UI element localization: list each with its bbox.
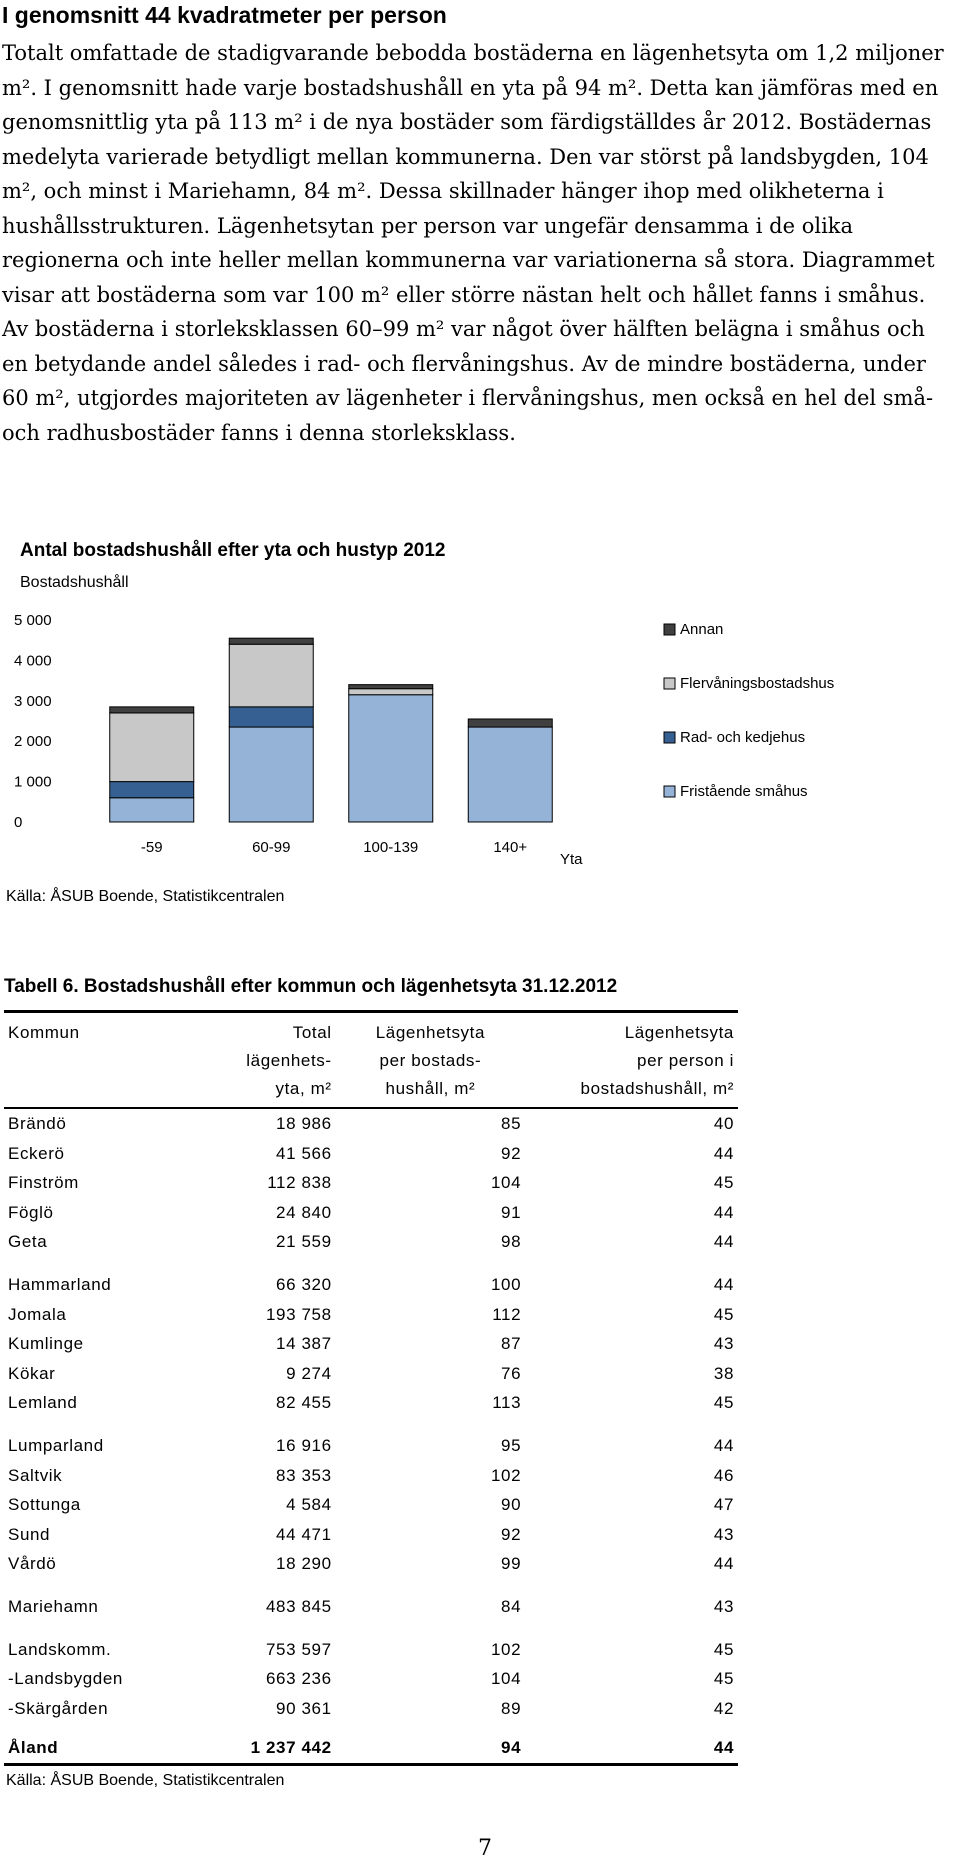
row-value: 43	[713, 1524, 734, 1544]
row-kommun: Kökar	[8, 1363, 56, 1383]
bar-segment	[229, 644, 313, 707]
x-tick-label: 60-99	[252, 839, 291, 856]
y-tick-label: 5 000	[14, 612, 52, 629]
row-value: 18 290	[276, 1554, 332, 1574]
row-value: 44	[713, 1232, 734, 1252]
row-value: 92	[501, 1524, 522, 1544]
table-header-row	[4, 1012, 738, 1109]
row-value: 45	[713, 1173, 734, 1193]
bar-segment	[349, 685, 433, 689]
row-value: 44 471	[276, 1524, 332, 1544]
row-value: 483 845	[266, 1596, 332, 1616]
legend-label: Annan	[680, 621, 724, 638]
total-value: 1 237 442	[167, 1723, 336, 1764]
header-kommun	[4, 1012, 167, 1109]
row-value: 98	[501, 1232, 522, 1252]
row-value: 112	[492, 1304, 522, 1324]
table-row	[4, 1664, 738, 1694]
row-value: 24 840	[276, 1202, 332, 1222]
legend-swatch	[664, 732, 675, 743]
row-kommun: Lemland	[8, 1393, 78, 1413]
table-row	[4, 1139, 738, 1169]
bar-segment	[229, 727, 313, 822]
row-value: 44	[713, 1202, 734, 1222]
row-value: 43	[713, 1334, 734, 1354]
row-kommun: -Skärgården	[8, 1698, 109, 1718]
y-tick-label: 2 000	[14, 733, 52, 751]
header-line: lägenhets-	[246, 1051, 332, 1070]
legend-swatch	[664, 786, 675, 797]
page-number: 7	[478, 1836, 492, 1861]
bar-segment	[468, 727, 552, 822]
row-value: 90 361	[276, 1698, 332, 1718]
y-tick-label: 1 000	[14, 773, 52, 791]
stacked-bar-chart	[0, 600, 960, 880]
row-value: 753 597	[266, 1639, 332, 1659]
y-tick-label: 4 000	[14, 652, 52, 670]
row-value: 89	[501, 1698, 522, 1718]
row-kommun: Finström	[8, 1173, 79, 1193]
chart-source: Källa: ÅSUB Boende, Statistikcentralen	[6, 888, 285, 905]
legend-label: Flervåningsbostadshus	[680, 675, 835, 692]
y-tick-label: 3 000	[14, 692, 52, 710]
table-row	[4, 1359, 738, 1389]
bar-segment	[229, 707, 313, 727]
row-value: 102	[490, 1465, 522, 1485]
table-row	[4, 1461, 738, 1491]
row-value: 66 320	[276, 1274, 332, 1294]
row-value: 44	[713, 1274, 734, 1294]
table-row	[4, 1694, 738, 1724]
bar-segment	[110, 707, 194, 713]
row-value: 112 838	[267, 1173, 332, 1193]
row-value: 104	[490, 1669, 522, 1689]
bar-segment	[110, 798, 194, 822]
row-value: 43	[713, 1596, 734, 1616]
row-value: 16 916	[276, 1435, 332, 1455]
row-kommun: Geta	[8, 1232, 48, 1252]
row-kommun: -Landsbygden	[8, 1669, 123, 1689]
table-row	[4, 1198, 738, 1228]
table-row	[4, 1418, 738, 1461]
table-row	[4, 1329, 738, 1359]
row-value: 84	[501, 1596, 522, 1616]
row-value: 4 584	[286, 1495, 332, 1515]
header-yta-per-person	[525, 1012, 738, 1109]
row-value: 21 559	[276, 1232, 332, 1252]
row-value: 40	[713, 1114, 734, 1133]
x-tick-label: 140+	[493, 839, 528, 856]
row-value: 113	[492, 1393, 522, 1413]
header-line: Kommun	[8, 1023, 80, 1042]
legend-label: Rad- och kedjehus	[680, 729, 806, 746]
row-kommun: Eckerö	[8, 1143, 65, 1163]
row-kommun: Landskomm.	[8, 1639, 112, 1659]
row-kommun: Föglö	[8, 1202, 54, 1222]
bar-segment	[110, 782, 194, 798]
legend-label: Fristående småhus	[680, 783, 808, 800]
total-value: 44	[525, 1723, 738, 1764]
municipality-table	[4, 1010, 738, 1766]
bar-segment	[110, 713, 194, 782]
row-value: 92	[501, 1143, 522, 1163]
table-row	[4, 1622, 738, 1665]
bar-segment	[349, 689, 433, 695]
table-row	[4, 1168, 738, 1198]
row-value: 91	[501, 1202, 522, 1222]
table-row	[4, 1300, 738, 1330]
section-heading: I genomsnitt 44 kvadratmeter per person	[2, 2, 447, 28]
bar-segment	[468, 719, 552, 727]
header-line: Total	[292, 1023, 332, 1042]
table-row	[4, 1579, 738, 1622]
row-value: 46	[713, 1465, 734, 1485]
row-kommun: Mariehamn	[8, 1596, 99, 1616]
row-value: 44	[713, 1435, 734, 1455]
header-line: Lägenhetsyta	[375, 1023, 486, 1042]
row-value: 76	[501, 1363, 522, 1383]
row-value: 9 274	[286, 1363, 332, 1383]
header-line: bostadshushåll, m²	[580, 1079, 734, 1098]
table-row	[4, 1227, 738, 1257]
row-kommun: Sund	[8, 1524, 51, 1544]
table-row	[4, 1388, 738, 1418]
chart-y-axis-label: Bostadshushåll	[20, 574, 129, 591]
row-value: 90	[501, 1495, 522, 1515]
row-value: 83 353	[276, 1465, 332, 1485]
row-kommun: Vårdö	[8, 1554, 57, 1574]
row-kommun: Saltvik	[8, 1465, 63, 1485]
table-title: Tabell 6. Bostadshushåll efter kommun och lägenhetsyta 31.12.2012	[4, 976, 618, 997]
table-total-row	[4, 1723, 738, 1764]
row-value: 18 986	[276, 1114, 332, 1133]
row-value: 87	[501, 1334, 522, 1354]
row-kommun: Hammarland	[8, 1274, 112, 1294]
table-row	[4, 1520, 738, 1550]
row-value: 82 455	[276, 1393, 332, 1413]
table-row	[4, 1108, 738, 1139]
table-row	[4, 1490, 738, 1520]
header-line: Lägenhetsyta	[624, 1023, 734, 1042]
row-value: 44	[713, 1554, 734, 1574]
x-axis-label: Yta	[560, 851, 583, 868]
row-value: 14 387	[276, 1334, 332, 1354]
row-kommun: Sottunga	[8, 1495, 81, 1515]
row-value: 45	[713, 1639, 734, 1659]
table-row	[4, 1549, 738, 1579]
row-kommun: Lumparland	[8, 1435, 104, 1455]
header-line: per person i	[637, 1051, 734, 1070]
total-value: 94	[336, 1723, 525, 1764]
chart-title: Antal bostadshushåll efter yta och hustyp 2012	[20, 540, 446, 561]
row-value: 44	[713, 1143, 734, 1163]
row-kommun: Brändö	[8, 1114, 67, 1133]
table-body	[4, 1108, 738, 1764]
row-value: 99	[501, 1554, 522, 1574]
row-value: 41 566	[276, 1143, 332, 1163]
row-value: 95	[501, 1435, 522, 1455]
row-value: 47	[713, 1495, 734, 1515]
total-label: Åland	[4, 1723, 167, 1764]
legend-swatch	[664, 678, 675, 689]
row-value: 104	[490, 1173, 522, 1193]
row-kommun: Kumlinge	[8, 1334, 84, 1354]
x-tick-label: -59	[140, 839, 163, 856]
header-total-yta	[167, 1012, 336, 1109]
table-source: Källa: ÅSUB Boende, Statistikcentralen	[6, 1772, 285, 1789]
x-tick-label: 100-139	[363, 839, 419, 856]
row-value: 45	[713, 1393, 734, 1413]
legend-swatch	[664, 624, 675, 635]
header-yta-per-hushall	[336, 1012, 525, 1109]
bar-segment	[349, 695, 433, 822]
row-value: 85	[501, 1114, 522, 1133]
row-value: 45	[713, 1669, 734, 1689]
row-value: 42	[713, 1698, 734, 1718]
row-value: 45	[713, 1304, 734, 1324]
bar-segment	[229, 638, 313, 644]
row-value: 100	[490, 1274, 522, 1294]
row-value: 102	[490, 1639, 522, 1659]
header-line: hushåll, m²	[385, 1079, 476, 1098]
table-row	[4, 1257, 738, 1300]
row-value: 38	[713, 1363, 734, 1383]
header-line: per bostads-	[379, 1051, 482, 1070]
body-paragraph: Totalt omfattade de stadigvarande bebodda bostäderna en lägenhetsyta om 1,2 miljoner m². I genomsnitt hade varje bostadshushåll en yta på 94 m². Detta kan jämföras med en genomsnittlig yta på 113 m² i de nya bostäder som färdigställdes år 2012. Bostädernas medelyta varierade betydligt mellan kommunerna. Den var störst på landsbygden, 104 m², och minst i Mariehamn, 84 m². Dessa skillnader hänger ihop med olikheterna i hushållsstrukturen. Lägenhetsytan per person var ungefär densamma i de olika regionerna och inte heller mellan kommunerna var variationerna så stora. Diagrammet visar att bostäderna som var 100 m² eller större nästan helt och hållet fanns i småhus. Av bostäderna i storleksklassen 60–99 m² var något över hälften belägna i småhus och en betydande andel således i rad- och flervåningshus. Av de mindre bostäderna, under 60 m², utgjordes majoriteten av lägenheter i flervåningshus, men också en hel del små- och radhusbostäder fanns i denna storleksklass.	[2, 41, 944, 445]
header-line: yta, m²	[275, 1079, 332, 1098]
row-kommun: Jomala	[8, 1304, 67, 1324]
row-value: 663 236	[266, 1669, 332, 1689]
y-tick-label: 0	[14, 814, 23, 831]
row-value: 193 758	[266, 1304, 332, 1324]
